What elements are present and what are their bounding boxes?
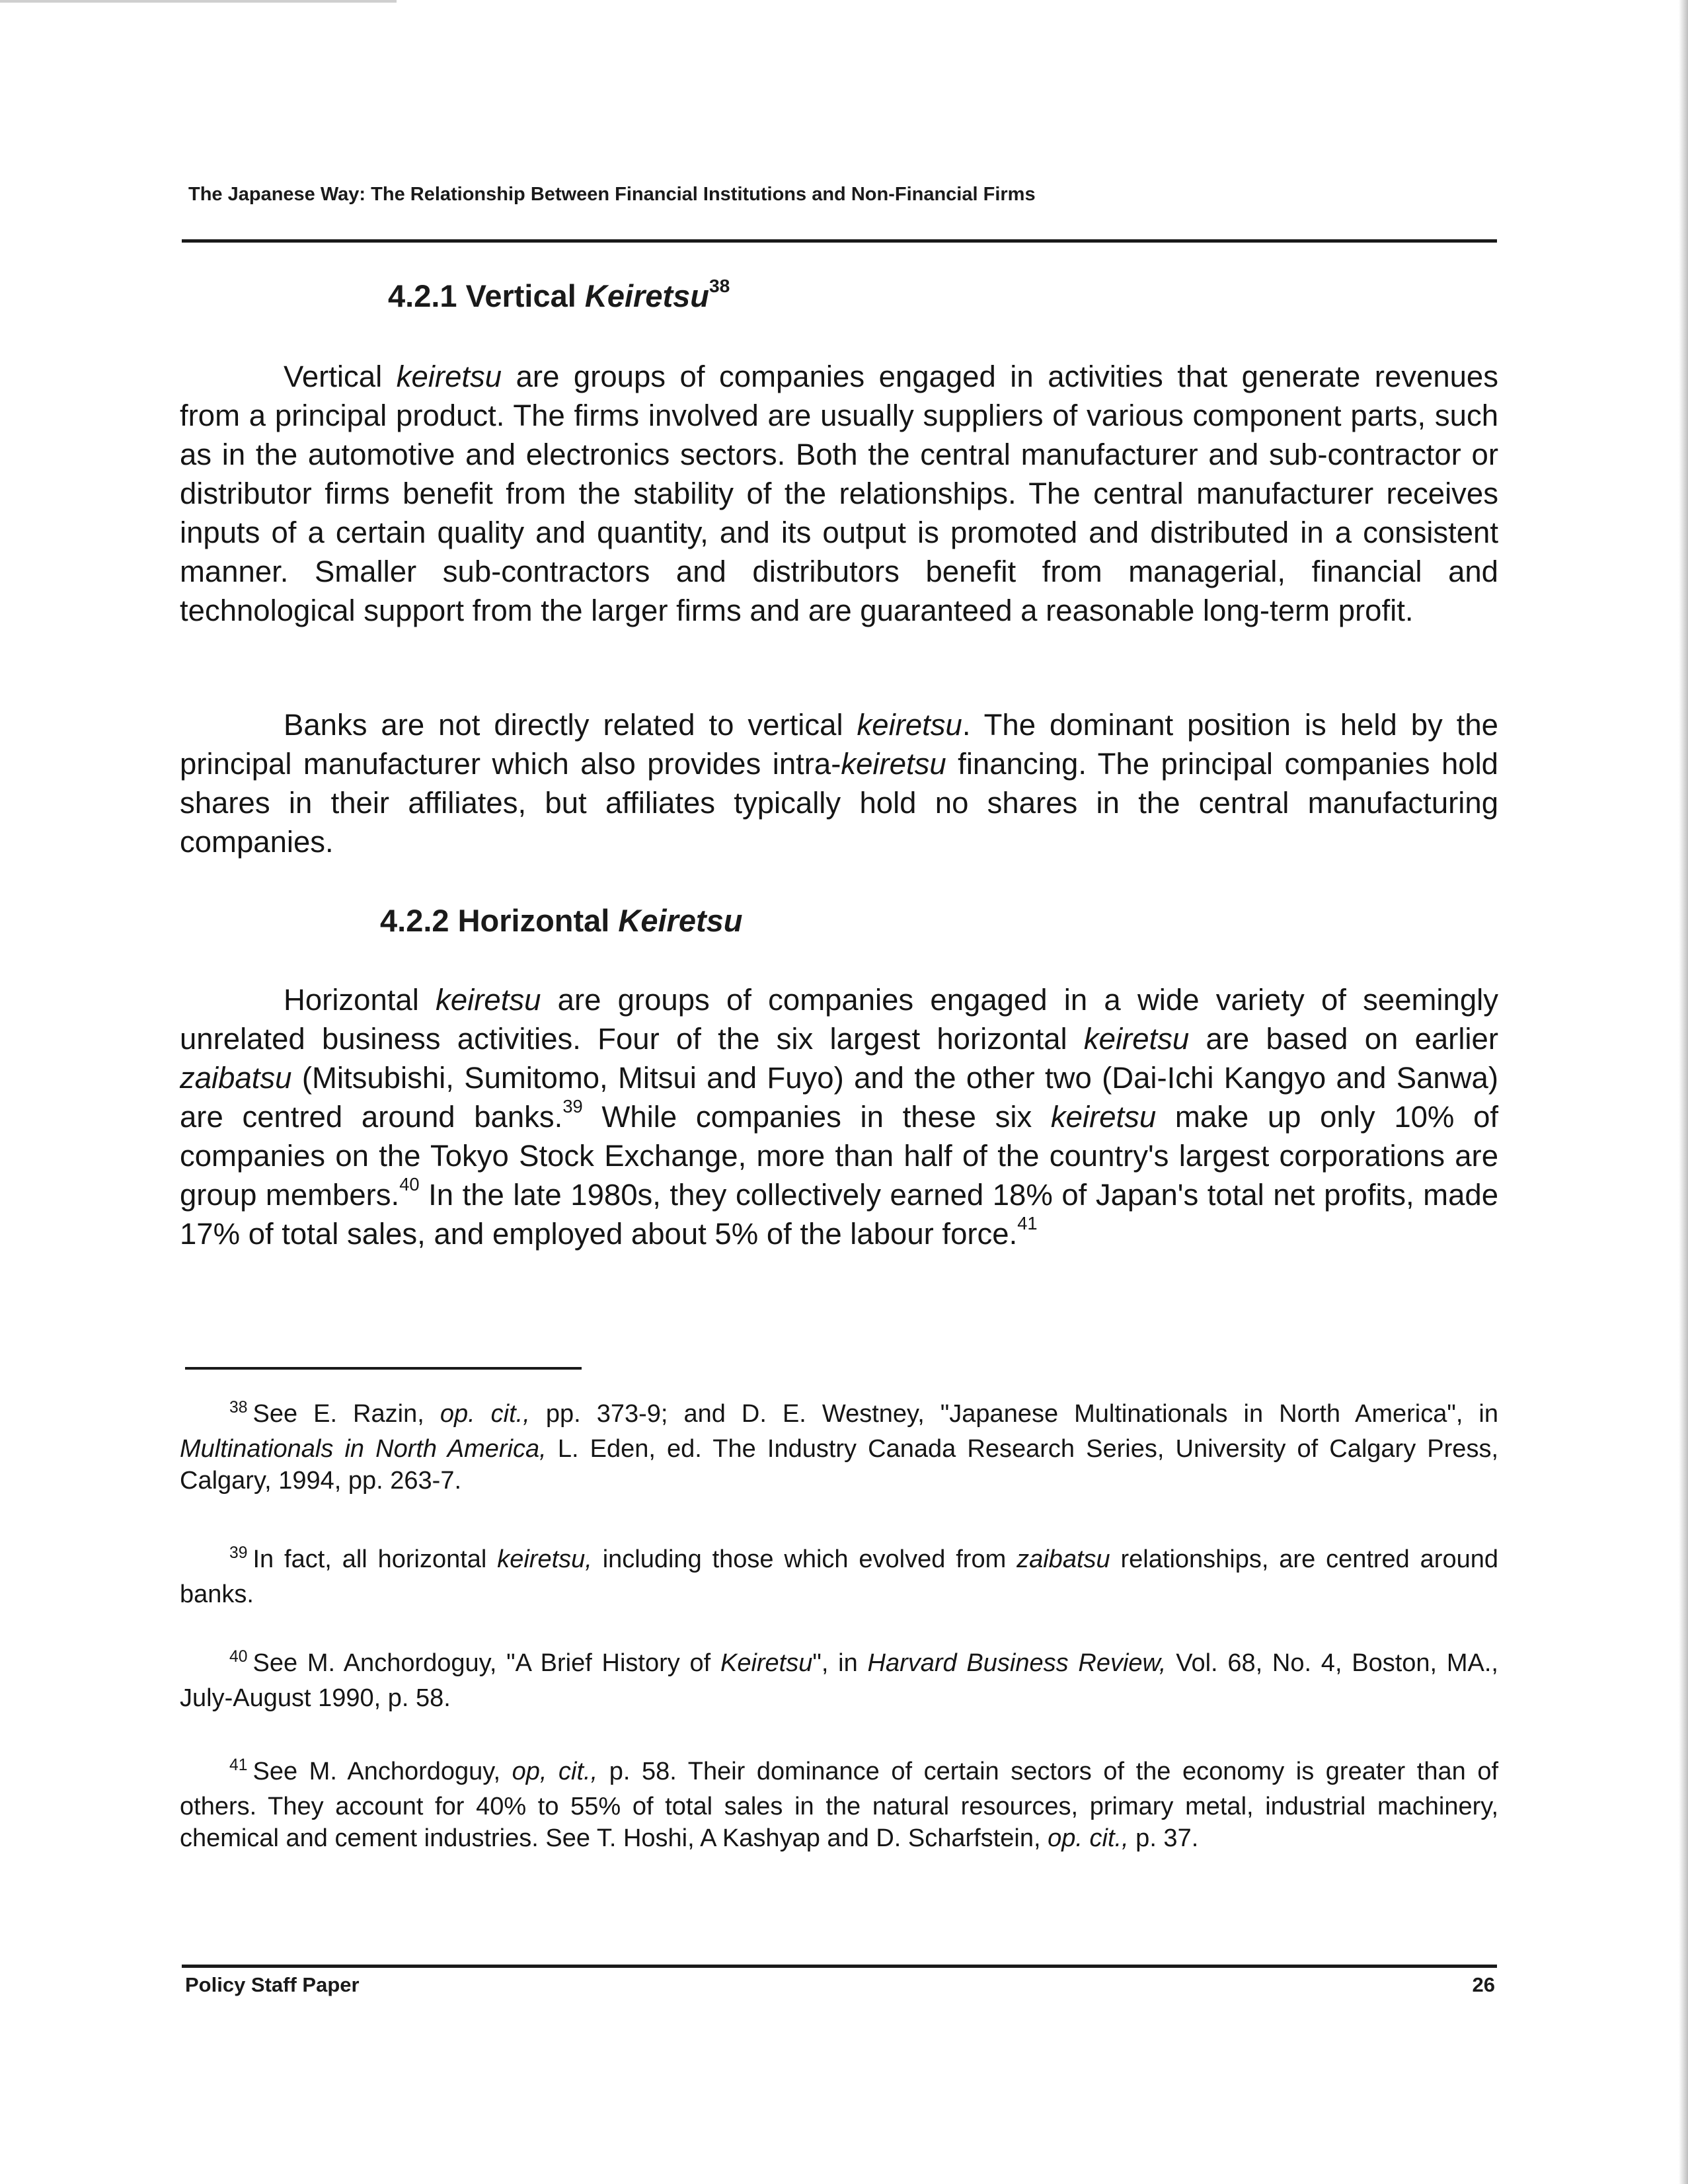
- footnote-ref: 38: [709, 274, 730, 296]
- text-run-italic: Keiretsu: [720, 1649, 813, 1677]
- text-run: In fact, all horizontal: [252, 1545, 498, 1573]
- footnote-mark: 39: [229, 1544, 248, 1563]
- text-run: pp. 373-9; and D. E. Westney, "Japanese Multinationals in North America", in: [529, 1400, 1499, 1428]
- text-run: Vertical: [284, 360, 397, 393]
- text-run: including those which evolved from: [592, 1545, 1017, 1573]
- text-run: are groups of companies engaged in a wide variety of seemingly unrelated business activities. Four of the six largest horizontal: [180, 983, 1498, 1056]
- footnote-ref: 39: [562, 1096, 583, 1117]
- footer-rule: [182, 1965, 1497, 1968]
- footnote-ref: 40: [399, 1174, 420, 1195]
- page-number: 26: [1472, 1973, 1495, 1996]
- text-run: L. Eden, ed. The Industry Canada Research Series, University of Calgary Press, Calgary, 1994, pp. 263-7.: [180, 1435, 1498, 1495]
- section-heading-4-2-1: [388, 274, 730, 314]
- section-title: Keiretsu: [618, 903, 743, 938]
- scan-edge-shadow: [1679, 0, 1688, 2184]
- text-run-italic: keiretsu: [841, 747, 946, 781]
- text-run: Horizontal: [284, 983, 436, 1017]
- footnote-mark: 41: [229, 1756, 248, 1775]
- footnote-39: [180, 1543, 1498, 1610]
- footnote-mark: 38: [229, 1399, 248, 1417]
- text-run: . The dominant position is held by the principal manufacturer which also provides intra-: [180, 708, 1498, 781]
- text-run: ", in: [812, 1649, 868, 1677]
- text-run: (Mitsubishi, Sumitomo, Mitsui and Fuyo) and the other two (Dai-Ichi Kangyo and Sanwa) are centred around banks.: [180, 1061, 1498, 1134]
- text-run-italic: zaibatsu: [1017, 1545, 1110, 1573]
- text-run: See M. Anchordoguy,: [252, 1758, 512, 1785]
- running-header: The Japanese Way: The Relationship Between Financial Institutions and Non-Financial Firms: [188, 184, 1036, 205]
- paragraph-banks: [180, 705, 1498, 861]
- text-run: Vol. 68, No. 4, Boston, MA., July-August 1990, p. 58.: [180, 1649, 1498, 1712]
- text-run: See E. Razin,: [252, 1400, 440, 1428]
- text-run-italic: keiretsu,: [497, 1545, 592, 1573]
- section-number: 4.2.2 Horizontal: [380, 903, 619, 938]
- text-run: financing. The principal companies hold shares in their affiliates, but affiliates typically hold no shares in the central manufacturing companies.: [180, 747, 1498, 859]
- text-run-italic: Multinationals in North America,: [180, 1435, 547, 1463]
- text-run: are groups of companies engaged in activities that generate revenues from a principal product. The firms involved are usually suppliers of various component parts, such as in the automotive and electronics sectors. Both the central manufacturer and sub-contractor or distributor firms benefit from the stability of the relationships. The central manufacturer receives inputs of a certain quality and quantity, and its output is promoted and distributed in a consistent manner. Smaller sub-contractors and distributors benefit from managerial, financial and technological support from the larger firms and are guaranteed a reasonable long-term profit.: [180, 360, 1498, 627]
- footnote-40: [180, 1647, 1498, 1714]
- footer-publication-name: Policy Staff Paper: [185, 1973, 360, 1996]
- text-run: While companies in these six: [582, 1100, 1051, 1134]
- text-run-italic: keiretsu: [857, 708, 962, 742]
- text-run-italic: keiretsu: [1050, 1100, 1157, 1134]
- text-run-italic: op, cit.,: [512, 1758, 598, 1785]
- footnote-mark: 40: [229, 1648, 248, 1666]
- footnote-ref: 41: [1017, 1213, 1038, 1234]
- text-run-italic: keiretsu: [396, 360, 502, 393]
- text-run: See M. Anchordoguy, "A Brief History of: [252, 1649, 720, 1677]
- header-rule: [182, 239, 1497, 243]
- text-run: are based on earlier: [1189, 1022, 1498, 1056]
- paragraph-vertical-keiretsu: [180, 357, 1498, 630]
- text-run: relationships, are centred around banks.: [180, 1545, 1499, 1608]
- section-title: Keiretsu: [584, 278, 709, 313]
- text-run-italic: Harvard Business Review,: [867, 1649, 1167, 1677]
- text-run-italic: keiretsu: [1083, 1022, 1190, 1056]
- text-run-italic: zaibatsu: [180, 1061, 292, 1095]
- text-run: Banks are not directly related to vertical: [284, 708, 857, 742]
- footnote-separator: [185, 1367, 582, 1370]
- footnote-38: [180, 1398, 1498, 1497]
- scan-edge-line: [0, 0, 397, 3]
- text-run: In the late 1980s, they collectively earned 18% of Japan's total net profits, made 17% of total sales, and employed about 5% of the labour force.: [180, 1178, 1498, 1251]
- text-run: p. 58. Their dominance of certain sectors of the economy is greater than of others. They account for 40% to 55% of total sales in the natural resources, primary metal, industrial machinery, chemical and cement industries. See T. Hoshi, A Kashyap and D. Scharfstein,: [180, 1758, 1499, 1852]
- text-run-italic: op. cit.,: [1048, 1824, 1129, 1852]
- section-number: 4.2.1 Vertical: [388, 278, 585, 313]
- text-run: make up only 10% of companies on the Tokyo Stock Exchange, more than half of the country's largest corporations are group members.: [180, 1100, 1499, 1212]
- section-heading-4-2-2: [380, 902, 743, 939]
- footnote-41: [180, 1756, 1498, 1854]
- paragraph-horizontal-keiretsu: [180, 980, 1498, 1253]
- text-run-italic: op. cit.,: [440, 1400, 530, 1428]
- text-run-italic: keiretsu: [436, 983, 541, 1017]
- text-run: p. 37.: [1128, 1824, 1199, 1852]
